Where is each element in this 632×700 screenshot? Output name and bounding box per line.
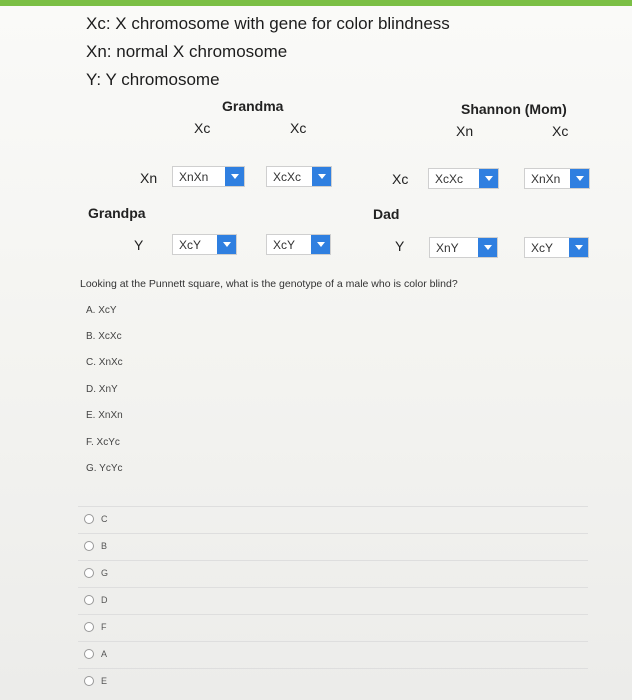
grandma-allele-1: Xc [194,120,211,136]
choice-item: A. XcY [86,305,117,316]
radio-button[interactable] [84,622,94,632]
radio-button[interactable] [84,568,94,578]
choice-item: D. XnY [86,384,118,395]
option-label: D [101,595,108,605]
grandparents-cell-dropdown[interactable] [266,234,331,255]
option-label: A [101,649,108,659]
definition-y: Y: Y chromosome [86,70,220,89]
parents-cell-dropdown[interactable] [428,168,499,189]
grandma-allele-2: Xc [290,120,307,136]
option-label: G [101,568,109,578]
answer-option[interactable] [78,506,588,532]
grandpa-allele-2: Y [134,237,144,253]
selected-genotype: XcY [179,237,202,252]
option-label: E [101,676,108,686]
dropdown-arrow-icon[interactable] [569,238,588,257]
grandpa-label: Grandpa [88,205,146,221]
answer-option[interactable] [78,533,588,559]
choice-item: B. XcXc [86,331,122,342]
grandparents-cell-dropdown[interactable] [172,234,237,255]
dropdown-arrow-icon[interactable] [311,235,330,254]
answer-option[interactable] [78,668,588,694]
answer-option[interactable] [78,587,588,613]
grandparents-cell-dropdown[interactable] [266,166,332,187]
radio-button[interactable] [84,595,94,605]
dad-allele-1: Xc [392,171,409,187]
mom-allele-1: Xn [456,123,474,139]
top-accent-bar [0,0,632,6]
answer-option[interactable] [78,641,588,667]
selected-genotype: XcY [531,240,554,255]
grandparents-cell-dropdown[interactable] [172,166,245,187]
dropdown-arrow-icon[interactable] [312,167,331,186]
dropdown-arrow-icon[interactable] [570,169,589,188]
selected-genotype: XcXc [273,169,302,184]
mom-allele-2: Xc [552,123,569,139]
choice-item: G. YcYc [86,463,123,474]
option-label: B [101,541,108,551]
definition-color-blind: Xc: X chromosome with gene for color blindness [86,14,450,33]
dropdown-arrow-icon[interactable] [479,169,498,188]
selected-genotype: XnXn [179,169,209,184]
question-text: Looking at the Punnett square, what is the genotype of a male who is color blind? [80,278,458,290]
radio-button[interactable] [84,676,94,686]
answer-option[interactable] [78,614,588,640]
grandma-label: Grandma [222,98,284,114]
radio-button[interactable] [84,514,94,524]
parents-cell-dropdown[interactable] [429,237,498,258]
definition-normal: Xn: normal X chromosome [86,42,288,61]
dropdown-arrow-icon[interactable] [225,167,244,186]
option-label: C [101,514,108,524]
choice-item: F. XcYc [86,437,120,448]
selected-genotype: XcY [273,237,296,252]
option-label: F [101,622,107,632]
selected-genotype: XcXc [435,171,464,186]
choice-item: C. XnXc [86,357,123,368]
definitions [86,10,450,94]
selected-genotype: XnXn [531,171,561,186]
dad-allele-2: Y [395,238,405,254]
selected-genotype: XnY [436,240,459,255]
dropdown-arrow-icon[interactable] [217,235,236,254]
dad-label: Dad [373,206,400,222]
radio-button[interactable] [84,649,94,659]
choice-item: E. XnXn [86,410,123,421]
radio-button[interactable] [84,541,94,551]
parents-cell-dropdown[interactable] [524,237,589,258]
parents-cell-dropdown[interactable] [524,168,590,189]
grandpa-allele-1: Xn [140,170,158,186]
answer-option[interactable] [78,560,588,586]
dropdown-arrow-icon[interactable] [478,238,497,257]
mom-label: Shannon (Mom) [461,101,567,117]
